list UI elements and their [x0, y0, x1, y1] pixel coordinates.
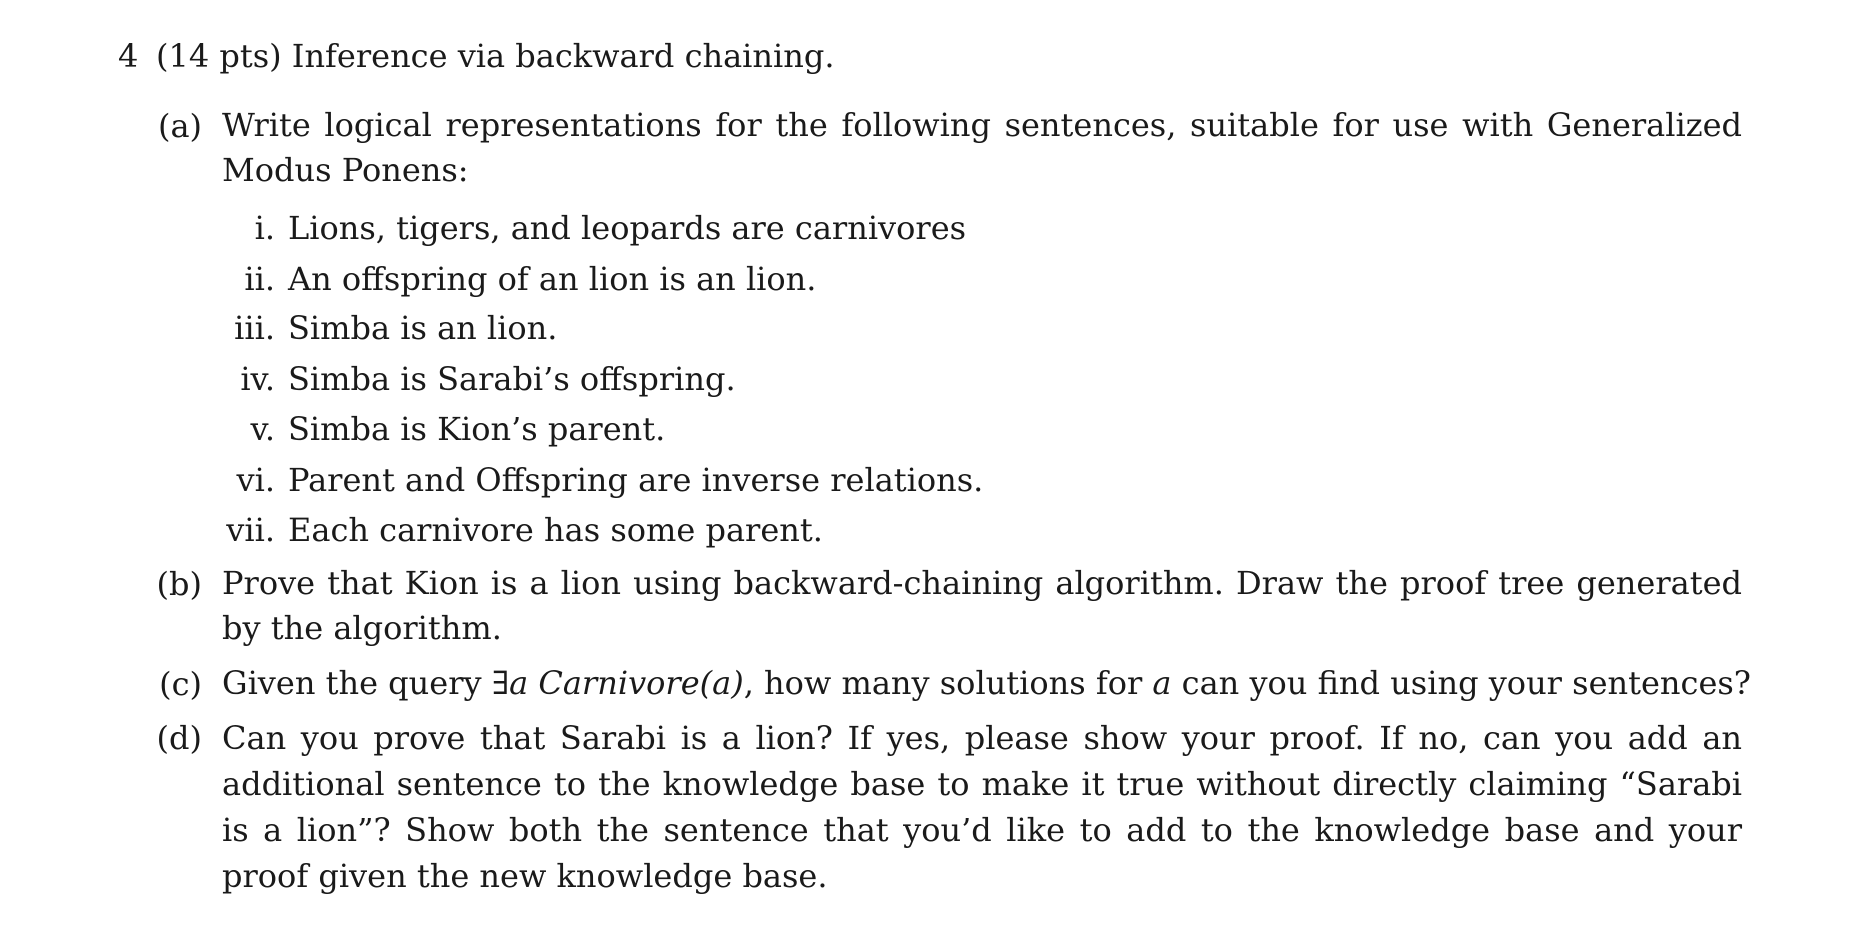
question-heading	[118, 36, 835, 76]
part-b-label: (b)	[156, 565, 202, 603]
item-vii-text: Each carnivore has some parent.	[288, 511, 823, 549]
part-c-math: ∃a Carnivore(a)	[491, 664, 744, 702]
item-i-label: i.	[254, 209, 275, 247]
part-b-text: Prove that Kion is a lion using backward-chaining algorithm. Draw the proof tree generated by the algorithm.	[222, 564, 1742, 647]
question-number: 4	[118, 37, 139, 75]
part-d-label: (d)	[156, 719, 202, 757]
part-c-text-before: Given the query	[222, 664, 492, 702]
part-c-label: (c)	[159, 665, 202, 703]
part-a-label: (a)	[157, 107, 202, 145]
item-v-text: Simba is Kion’s parent.	[288, 410, 666, 448]
part-c-text-middle: , how many solutions for	[743, 664, 1153, 702]
item-vii-label: vii.	[226, 511, 275, 549]
question-title: (14 pts) Inference via backward chaining.	[156, 37, 835, 75]
part-c-var: a	[1152, 664, 1172, 702]
part-c-text-after: can you find using your sentences?	[1171, 664, 1751, 702]
part-a-text: Write logical representations for the following sentences, suitable for use with Generalized Modus Ponens:	[222, 106, 1742, 189]
item-iii-text: Simba is an lion.	[288, 309, 558, 347]
item-iv-text: Simba is Sarabi’s offspring.	[288, 360, 736, 398]
item-v-label: v.	[250, 410, 275, 448]
item-ii-label: ii.	[244, 260, 275, 298]
part-d-text: Can you prove that Sarabi is a lion? If yes, please show your proof. If no, can you add an additional sentence to the knowledge base to make it true without directly claiming “Sarabi is a lion”? Show both the sentence that you’d like to add to the knowledge base and your proof given the new knowledge base.	[222, 719, 1742, 895]
item-i-text: Lions, tigers, and leopards are carnivores	[288, 209, 967, 247]
item-iv-label: iv.	[240, 360, 275, 398]
item-ii-text: An offspring of an lion is an lion.	[288, 260, 817, 298]
item-vi-text: Parent and Offspring are inverse relations.	[288, 461, 984, 499]
item-iii-label: iii.	[234, 309, 275, 347]
part-c-text	[222, 661, 1751, 706]
item-vi-label: vi.	[236, 461, 275, 499]
